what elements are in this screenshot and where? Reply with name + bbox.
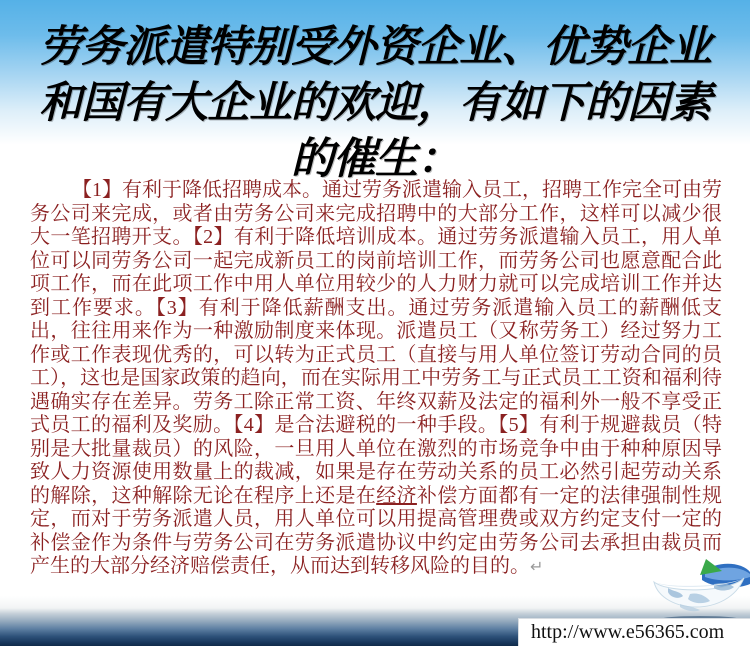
body-text-part2: 补偿方面都有一定的法律强制性规定，而对于劳务派遣人员，用人单位可以用提高管理费或双方约定支付一定的补偿金作为条件与劳务公司在劳务派遣协议中约定由劳务公司去承担由裁员而产生的大部分经济赔偿责任，从而达到转移风险的目的。 bbox=[30, 484, 723, 577]
globe-bowl-icon bbox=[650, 558, 750, 626]
body-text-part1: 【1】有利于降低招聘成本。通过劳务派遣输入员工，招聘工作完全可由劳务公司来完成，或者由劳务公司来完成招聘中的大部分工作，这样可以减少很大一笔招聘开支。【2】有利于降低培训成本。通过劳务派遣输入员工，用人单位可以同劳务公司一起完成新员工的岗前培训工作，而劳务公司也愿意配合此项工作，而在此项工作中用人单位用较少的人力财力就可以完成培训工作并达到工作要求。【3】有利于降低薪酬支出。通过劳务派遣输入员工的薪酬低支出，往往用来作为一种激励制度来体现。派遣员工（又称劳务工）经过努力工作或工作表现优秀的，可以转为正式员工（直接与用人单位签订劳动合同的员工），这也是国家政策的趋向，而在实际用工中劳务工与正式员工工资和福利待遇确实存在差异。劳务工除正常工资、年终双薪及法定的福利外一般不享受正式员工的福利及奖励。【4】是合法避税的一种手段。【5】有利于规避裁员（特别是大批量裁员）的风险，一旦用人单位在激烈的市场竞争中由于种种原因导致人力资源使用数量上的裁减，如果是存在劳动关系的员工必然引起劳动关系的解除，这种解除无论在程序上还是在 bbox=[30, 179, 722, 507]
slide-title bbox=[0, 20, 750, 188]
website-url-text: http://www.e56365.com bbox=[531, 621, 725, 643]
underlined-term: 经济 bbox=[376, 484, 417, 507]
slide-title-line-1: 劳务派遣特别受外资企业、优势企业 bbox=[39, 24, 711, 71]
slide-body-paragraph bbox=[30, 179, 722, 579]
website-url-box bbox=[518, 618, 750, 646]
globe-decoration bbox=[650, 558, 750, 626]
return-mark-icon: ↵ bbox=[530, 557, 544, 576]
slide-title-line-3: 的催生： bbox=[291, 136, 459, 183]
slide-title-line-2: 和国有大企业的欢迎，有如下的因素 bbox=[39, 80, 711, 127]
